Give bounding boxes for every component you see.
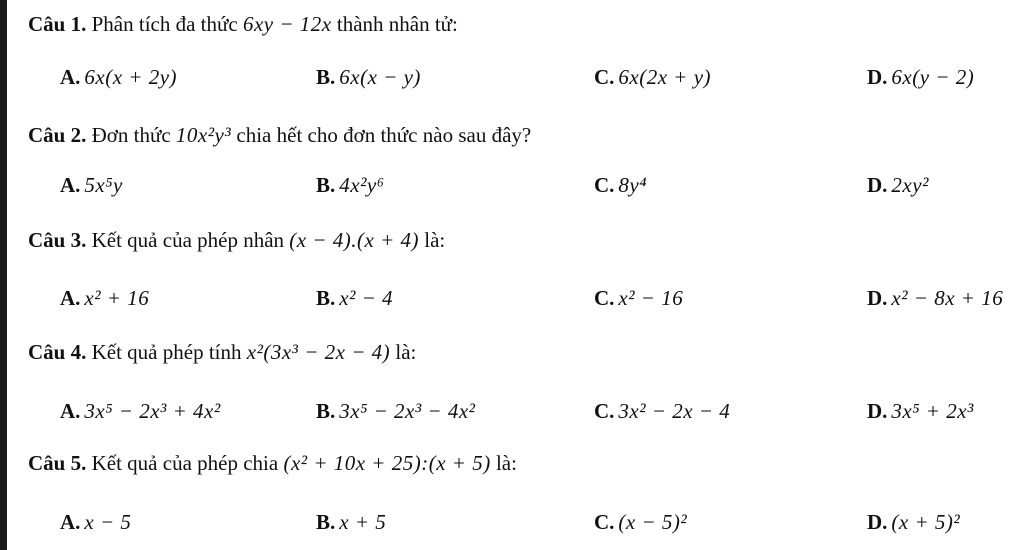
worksheet (28, 0, 1018, 550)
option-b[interactable] (316, 507, 386, 537)
options-1 (28, 62, 1018, 92)
option-expr: 6x(x + 2y) (84, 65, 178, 89)
question-4 (28, 338, 1018, 366)
question-text-end: thành nhân tử: (336, 12, 458, 36)
question-text: Kết quả của phép chia (91, 451, 279, 475)
option-label: C. (594, 510, 615, 534)
option-label: B. (316, 65, 336, 89)
question-text-end: là: (495, 451, 517, 475)
option-label: D. (867, 286, 888, 310)
option-a[interactable] (60, 396, 221, 426)
question-text-end: là: (395, 340, 417, 364)
option-expr: 4x²y⁶ (339, 173, 385, 197)
option-expr: x² − 4 (339, 286, 394, 310)
option-label: D. (867, 173, 888, 197)
option-d[interactable] (867, 396, 974, 426)
option-label: A. (60, 65, 81, 89)
options-4 (28, 396, 1018, 426)
question-3 (28, 226, 1018, 254)
option-b[interactable] (316, 396, 475, 426)
question-label: Câu 2. (28, 123, 87, 147)
question-math: (x² + 10x + 25):(x + 5) (283, 451, 491, 475)
question-label: Câu 4. (28, 340, 87, 364)
question-label: Câu 5. (28, 451, 87, 475)
option-expr: x − 5 (84, 510, 132, 534)
question-math: 10x²y³ (175, 123, 232, 147)
option-expr: 6x(2x + y) (618, 65, 712, 89)
option-expr: (x + 5)² (891, 510, 961, 534)
option-label: B. (316, 286, 336, 310)
option-a[interactable] (60, 283, 149, 313)
option-expr: 3x² − 2x − 4 (618, 399, 731, 423)
option-expr: x² − 8x + 16 (891, 286, 1004, 310)
option-label: A. (60, 510, 81, 534)
option-expr: 8y⁴ (618, 173, 648, 197)
option-expr: 5x⁵y (84, 173, 123, 197)
option-label: B. (316, 510, 336, 534)
option-expr: 3x⁵ − 2x³ − 4x² (339, 399, 476, 423)
option-d[interactable] (867, 170, 929, 200)
option-label: C. (594, 286, 615, 310)
question-2 (28, 121, 1018, 149)
option-expr: 3x⁵ − 2x³ + 4x² (84, 399, 221, 423)
option-label: B. (316, 173, 336, 197)
option-a[interactable] (60, 62, 177, 92)
question-text: Kết quả của phép nhân (91, 228, 285, 252)
question-text: Phân tích đa thức (91, 12, 238, 36)
option-expr: x² + 16 (84, 286, 150, 310)
option-b[interactable] (316, 283, 393, 313)
question-text-end: chia hết cho đơn thức nào sau đây? (236, 123, 532, 147)
left-margin-bar (0, 0, 7, 550)
question-5 (28, 449, 1018, 477)
option-expr: 2xy² (891, 173, 929, 197)
question-math: (x − 4).(x + 4) (289, 228, 420, 252)
question-label: Câu 3. (28, 228, 87, 252)
option-label: D. (867, 65, 888, 89)
option-label: A. (60, 286, 81, 310)
option-label: D. (867, 510, 888, 534)
option-c[interactable] (594, 283, 683, 313)
option-expr: 3x⁵ + 2x³ (891, 399, 974, 423)
option-c[interactable] (594, 396, 730, 426)
option-label: A. (60, 399, 81, 423)
option-b[interactable] (316, 170, 385, 200)
question-text-end: là: (424, 228, 446, 252)
option-b[interactable] (316, 62, 421, 92)
option-a[interactable] (60, 170, 123, 200)
question-label: Câu 1. (28, 12, 87, 36)
option-label: C. (594, 65, 615, 89)
options-5 (28, 507, 1018, 537)
options-2 (28, 170, 1018, 200)
option-expr: 6x(x − y) (339, 65, 421, 89)
option-label: B. (316, 399, 336, 423)
option-expr: (x − 5)² (618, 510, 688, 534)
option-expr: 6x(y − 2) (891, 65, 975, 89)
option-expr: x² − 16 (618, 286, 684, 310)
question-text: Kết quả phép tính (91, 340, 242, 364)
option-a[interactable] (60, 507, 131, 537)
option-label: C. (594, 173, 615, 197)
option-d[interactable] (867, 283, 1003, 313)
question-1 (28, 10, 1018, 38)
option-label: D. (867, 399, 888, 423)
option-c[interactable] (594, 170, 647, 200)
options-3 (28, 283, 1018, 313)
option-d[interactable] (867, 507, 960, 537)
option-expr: x + 5 (339, 510, 387, 534)
option-label: A. (60, 173, 81, 197)
option-c[interactable] (594, 62, 711, 92)
option-d[interactable] (867, 62, 974, 92)
option-label: C. (594, 399, 615, 423)
question-math: 6xy − 12x (242, 12, 332, 36)
question-text: Đơn thức (91, 123, 171, 147)
question-math: x²(3x³ − 2x − 4) (246, 340, 391, 364)
option-c[interactable] (594, 507, 687, 537)
